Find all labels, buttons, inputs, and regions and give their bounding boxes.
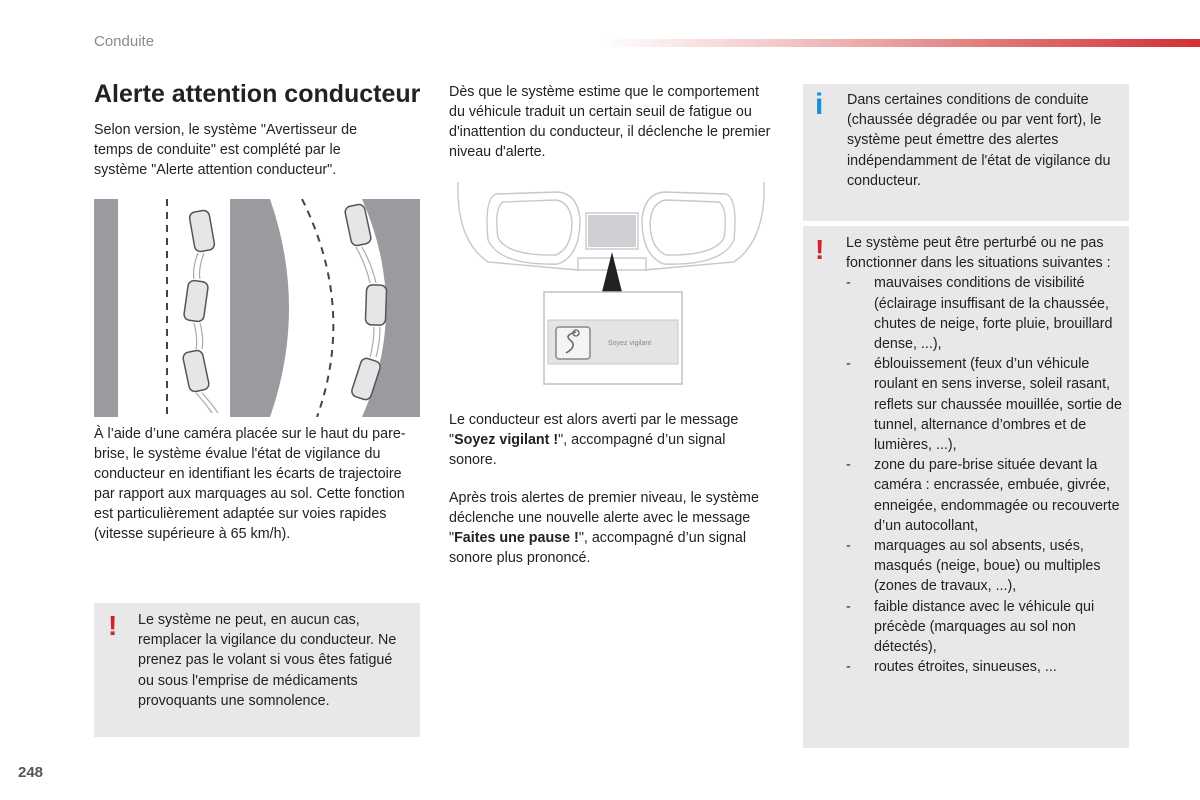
warning-icon: ! <box>815 234 825 265</box>
message-faites-une-pause: Faites une pause ! <box>454 530 579 546</box>
message-soyez-vigilant: Soyez vigilant ! <box>454 432 559 448</box>
list-item: - zone du pare-brise située devant la caméra : encrassée, embuée, givrée, enneigée, endommagée ou recouverte d’un autocollant, <box>846 455 1122 536</box>
info-icon: i <box>815 88 824 121</box>
intro-paragraph: Selon version, le système "Avertisseur de temps de conduite" est complété par le système "Alerte attention conducteur". <box>94 122 358 178</box>
warning-vigilance-text: Le système ne peut, en aucun cas, remplacer la vigilance du conducteur. Ne prenez pas le volant si vous êtes fatigué ou sous l'emprise de médicaments provoquants une somnolence. <box>138 612 397 709</box>
message-pause-paragraph <box>449 488 773 568</box>
instrument-cluster-illustration <box>448 180 774 390</box>
list-item: - éblouissement (feux d’un véhicule roulant en sens inverse, soleil rasant, reflets sur chaussée mouillée, sortie de tunnel, alternance d’ombres et de lumières, ...), <box>846 354 1122 455</box>
header-accent-bar <box>600 39 1200 47</box>
message-text-part: Après trois alertes de premier niveau, le système déclenche une nouvelle alerte avec le message " <box>449 490 759 546</box>
message-text-part: ", accompagné d’un signal sonore. <box>449 432 726 468</box>
display-message: Soyez vigilant <box>608 340 652 347</box>
message-text-part: ", accompagné d’un signal sonore plus prononcé. <box>449 530 747 566</box>
limitations-list <box>846 273 1122 677</box>
warning-limitations-content <box>846 233 1122 677</box>
camera-paragraph: À l’aide d’une caméra placée sur le haut du pare-brise, le système évalue l'état de vigilance du conducteur en identifiant les écarts de trajectoire par rapport aux marquages au sol. Cette fonction est particulièrement adaptée sur voies rapides (vitesse supérieure à 65 km/h). <box>94 426 406 542</box>
section-label: Conduite <box>94 33 155 50</box>
warning-limitations-intro: Le système peut être perturbé ou ne pas fonctionner dans les situations suivantes : <box>846 235 1111 272</box>
warning-icon: ! <box>108 610 118 641</box>
list-item: - faible distance avec le véhicule qui précède (marquages au sol non détectés), <box>846 597 1122 658</box>
page-number: 248 <box>18 764 44 781</box>
list-item: - routes étroites, sinueuses, ... <box>846 657 1122 677</box>
message-vigilant-paragraph <box>449 410 773 470</box>
page-title: Alerte attention conducteur <box>94 80 421 108</box>
list-item: - marquages au sol absents, usés, masqués (neige, boue) ou multiples (zones de travaux, ...), <box>846 536 1122 597</box>
list-item: - mauvaises conditions de visibilité (éclairage insuffisant de la chaussée, chutes de neige, forte pluie, brouillard dense, ...), <box>846 273 1122 354</box>
first-level-paragraph: Dès que le système estime que le comportement du véhicule traduit un certain seuil de fatigue ou d'inattention du conducteur, il déclenche le premier niveau d'alerte. <box>449 84 771 160</box>
lane-drift-illustration <box>94 199 420 417</box>
info-conditions-text: Dans certaines conditions de conduite (chaussée dégradée ou par vent fort), le système peut émettre des alertes indépendamment de l'état de vigilance du conducteur. <box>847 92 1111 189</box>
message-text-part: Le conducteur est alors averti par le message " <box>449 412 739 448</box>
